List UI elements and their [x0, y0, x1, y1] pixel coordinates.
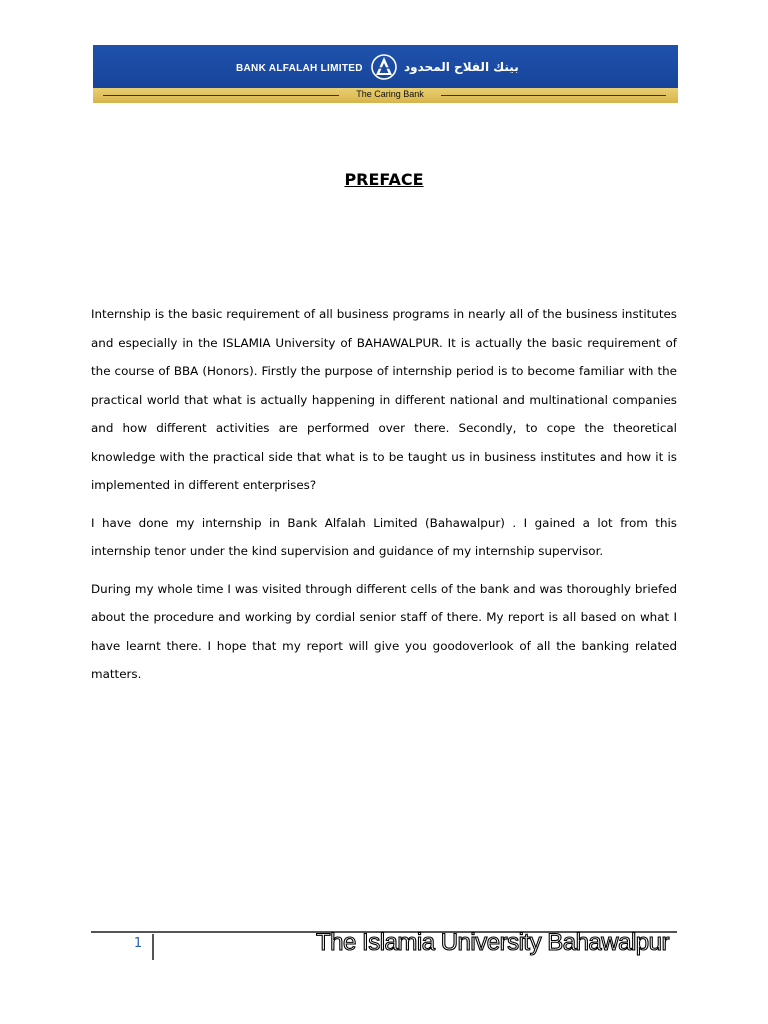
paragraph: I have done my internship in Bank Alfalah Limited (Bahawalpur) . I gained a lot from this internship tenor under the kind supervision and guidance of my internship supervisor.: [91, 515, 677, 558]
bank-name: BANK ALFALAH LIMITED: [236, 63, 363, 74]
bank-alfalah-logo-icon: [371, 54, 397, 80]
tagline-rule-left: [103, 95, 339, 96]
footer-university: The Islamia University Bahawalpur: [316, 929, 669, 956]
preface-body: [91, 300, 677, 698]
page-number: 1: [133, 936, 143, 951]
paragraph: During my whole time I was visited through different cells of the bank and was thoroughly briefed about the procedure and working by cordial senior staff of there. My report is all based on what I have learnt there. I hope that my report will give you goodoverlook of all the banking related matters.: [91, 581, 677, 681]
tagline-rule-right: [441, 95, 666, 96]
paragraph: Internship is the basic requirement of all business programs in nearly all of the business institutes and especially in the ISLAMIA University of BAHAWALPUR. It is actually the basic requirement of the course of BBA (Honors). Firstly the purpose of internship period is to become familiar with the practical world that what is actually happening in different national and multinational companies and how different activities are performed over there. Secondly, to cope the theoretical knowledge with the practical side that what is to be taught us in business institutes and how it is implemented in different enterprises?: [91, 307, 677, 492]
bank-banner: [93, 45, 678, 103]
tagline: The Caring Bank: [356, 89, 424, 99]
footer-separator: [152, 934, 154, 960]
page-title: PREFACE: [344, 170, 424, 189]
bank-name-arabic: بينك الفلاح المحدود: [404, 60, 519, 74]
